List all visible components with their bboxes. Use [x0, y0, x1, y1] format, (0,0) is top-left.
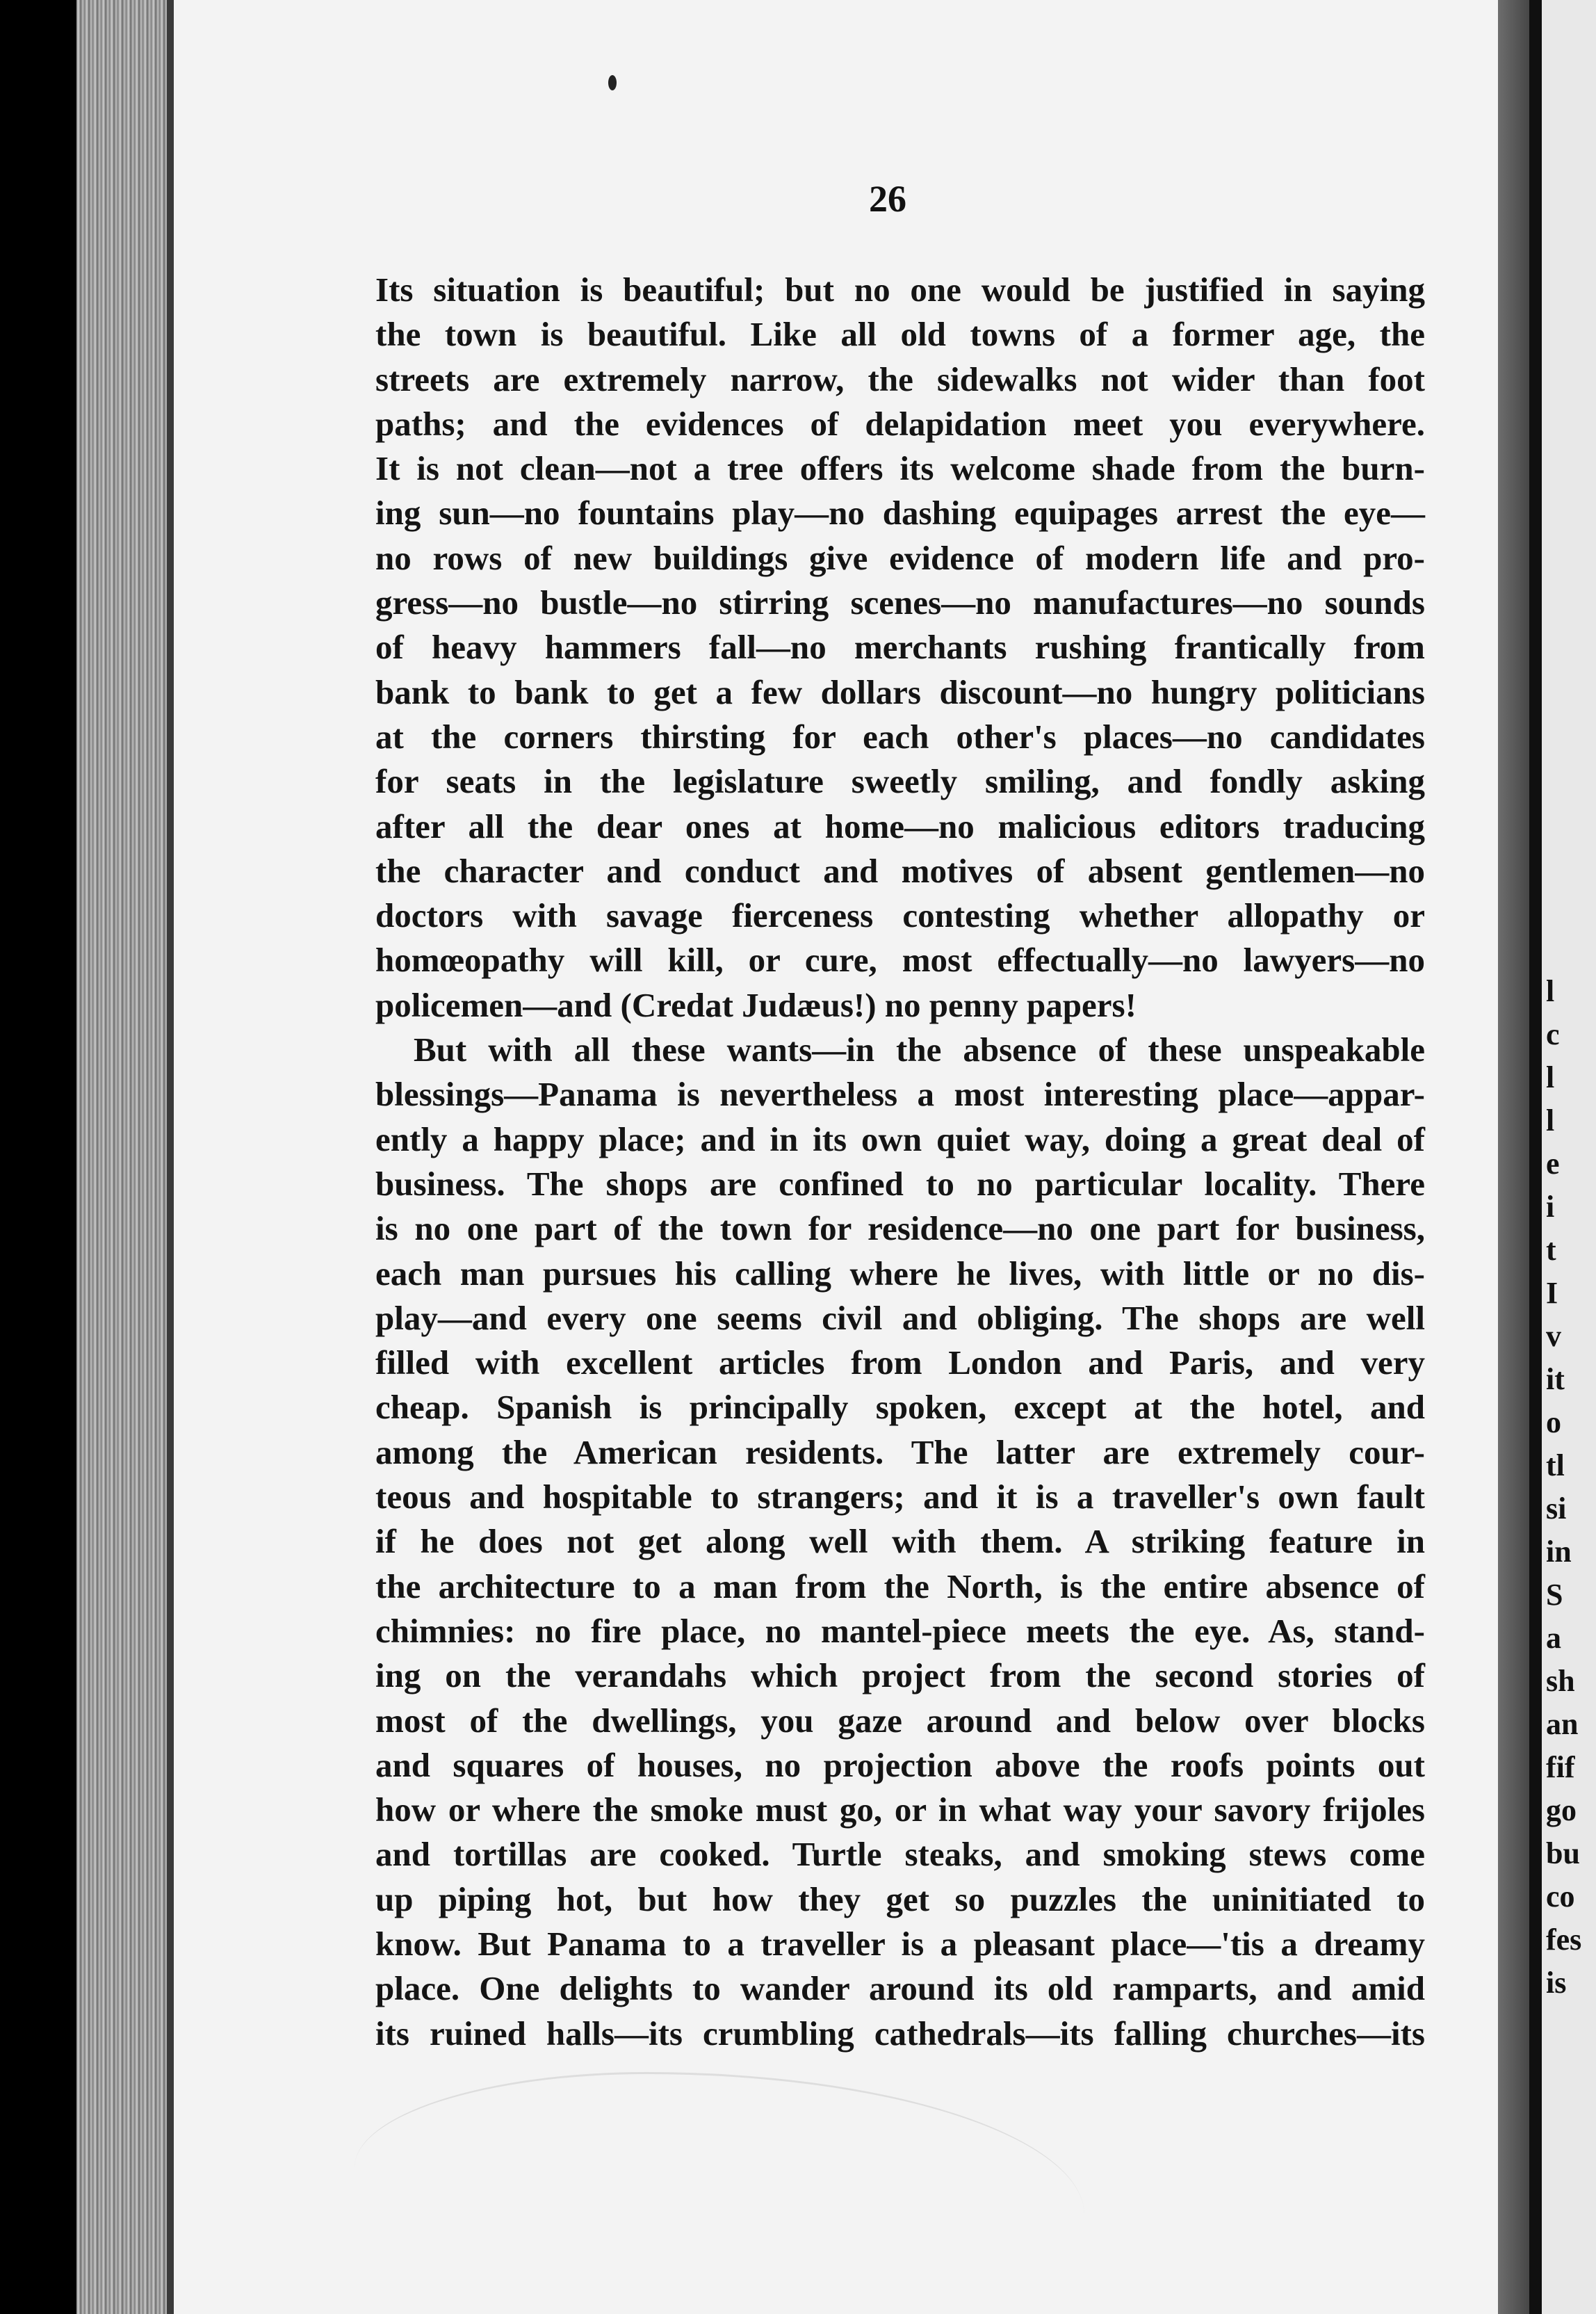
- facing-page-fragment: e: [1546, 1147, 1560, 1181]
- text-line: paths; and the evidences of delapidation meet you everywhere.: [375, 404, 1425, 443]
- text-line: gress—no bustle—no stirring scenes—no manufactures—no sounds: [375, 583, 1425, 622]
- text-line: the architecture to a man from the North, is the entire absence of: [375, 1567, 1425, 1605]
- text-line: the town is beautiful. Like all old towns of a former age, the: [375, 315, 1425, 354]
- text-line: after all the dear ones at home—no malicious editors traducing: [375, 807, 1425, 846]
- text-line: know. But Panama to a traveller is a pleasant place—'tis a dreamy: [375, 1924, 1425, 1963]
- text-line: blessings—Panama is nevertheless a most interesting place—appar-: [375, 1075, 1425, 1114]
- text-line: its ruined halls—its crumbling cathedrals—its falling churches—its: [375, 2014, 1425, 2053]
- facing-page-fragment: fif: [1546, 1750, 1575, 1784]
- facing-page-fragment: a: [1546, 1621, 1561, 1655]
- text-line: play—and every one seems civil and obliging. The shops are well: [375, 1298, 1425, 1337]
- facing-page-fragment: o: [1546, 1405, 1561, 1439]
- facing-page-fragment: in: [1546, 1535, 1572, 1569]
- facing-page-fragment: l: [1546, 974, 1555, 1008]
- text-line: among the American residents. The latter are extremely cour-: [375, 1432, 1425, 1471]
- facing-page-fragment: l: [1546, 1060, 1555, 1094]
- facing-page-fragment: si: [1546, 1491, 1567, 1526]
- text-line: It is not clean—not a tree offers its welcome shade from the burn-: [375, 449, 1425, 488]
- text-line: Its situation is beautiful; but no one would be justified in saying: [375, 270, 1425, 309]
- page-stack-border: [167, 0, 174, 2314]
- facing-page-fragment: v: [1546, 1319, 1561, 1353]
- facing-page-fragment: tl: [1546, 1448, 1565, 1482]
- text-line: business. The shops are confined to no particular locality. There: [375, 1164, 1425, 1203]
- facing-page-fragment: bu: [1546, 1836, 1580, 1870]
- facing-page-fragment: sh: [1546, 1664, 1575, 1698]
- text-line: and squares of houses, no projection above the roofs points out: [375, 1745, 1425, 1784]
- facing-page-fragment: fes: [1546, 1923, 1582, 1957]
- facing-page-fragment: t: [1546, 1233, 1556, 1267]
- text-line: each man pursues his calling where he lives, with little or no dis-: [375, 1254, 1425, 1293]
- text-line: teous and hospitable to strangers; and it is a traveller's own fault: [375, 1478, 1425, 1516]
- text-line: doctors with savage fierceness contesting whether allopathy or: [375, 896, 1425, 935]
- ink-speck: [608, 75, 617, 90]
- facing-page-fragment: I: [1546, 1276, 1558, 1310]
- facing-page-fragment: an: [1546, 1707, 1579, 1741]
- text-line: place. One delights to wander around its old ramparts, and amid: [375, 1969, 1425, 2008]
- page-number: 26: [869, 178, 906, 220]
- text-line: policemen—and (Credat Judæus!) no penny papers!: [375, 985, 1137, 1024]
- text-line: up piping hot, but how they get so puzzles the uninitiated to: [375, 1879, 1425, 1918]
- text-line: cheap. Spanish is principally spoken, except at the hotel, and: [375, 1388, 1425, 1427]
- text-line: if he does not get along well with them. A striking feature in: [375, 1522, 1425, 1561]
- page-edges-stack: [76, 0, 174, 2314]
- facing-page-fragment: i: [1546, 1190, 1555, 1224]
- text-line: homœopathy will kill, or cure, most effectually—no lawyers—no: [375, 941, 1425, 980]
- text-line: ently a happy place; and in its own quiet way, doing a great deal of: [375, 1119, 1425, 1158]
- text-line: for seats in the legislature sweetly smiling, and fondly asking: [375, 762, 1425, 801]
- text-line: But with all these wants—in the absence of these unspeakable: [414, 1030, 1425, 1069]
- facing-page-fragment: S: [1546, 1578, 1563, 1612]
- text-line: chimnies: no fire place, no mantel-piece meets the eye. As, stand-: [375, 1611, 1425, 1650]
- text-line: the character and conduct and motives of absent gentlemen—no: [375, 851, 1425, 890]
- text-line: how or where the smoke must go, or in what way your savory frijoles: [375, 1790, 1425, 1829]
- text-line: ing sun—no fountains play—no dashing equipages arrest the eye—: [375, 494, 1425, 533]
- facing-page-fragment: go: [1546, 1793, 1577, 1827]
- facing-page-fragment: c: [1546, 1017, 1560, 1051]
- text-line: no rows of new buildings give evidence of modern life and pro-: [375, 538, 1425, 577]
- facing-page-fragment: is: [1546, 1966, 1567, 2000]
- text-line: of heavy hammers fall—no merchants rushing frantically from: [375, 628, 1425, 667]
- text-line: most of the dwellings, you gaze around and below over blocks: [375, 1701, 1425, 1740]
- text-line: streets are extremely narrow, the sidewalks not wider than foot: [375, 359, 1425, 398]
- text-line: and tortillas are cooked. Turtle steaks, and smoking stews come: [375, 1835, 1425, 1874]
- page-body-text: [375, 268, 1425, 2056]
- text-line: bank to bank to get a few dollars discount—no hungry politicians: [375, 672, 1425, 711]
- facing-page-fragment: it: [1546, 1362, 1565, 1396]
- scan-border-left: [0, 0, 83, 2314]
- text-line: is no one part of the town for residence—no one part for business,: [375, 1209, 1425, 1248]
- facing-page-fragment: co: [1546, 1879, 1575, 1914]
- text-line: filled with excellent articles from London and Paris, and very: [375, 1343, 1425, 1382]
- binding-gutter: [1529, 0, 1542, 2314]
- text-line: at the corners thirsting for each other's places—no candidates: [375, 717, 1425, 756]
- page-wear-mark: [355, 2072, 1084, 2311]
- facing-page-edge: [1542, 0, 1596, 2314]
- text-line: ing on the verandahs which project from the second stories of: [375, 1656, 1425, 1695]
- facing-page-fragment: l: [1546, 1103, 1555, 1138]
